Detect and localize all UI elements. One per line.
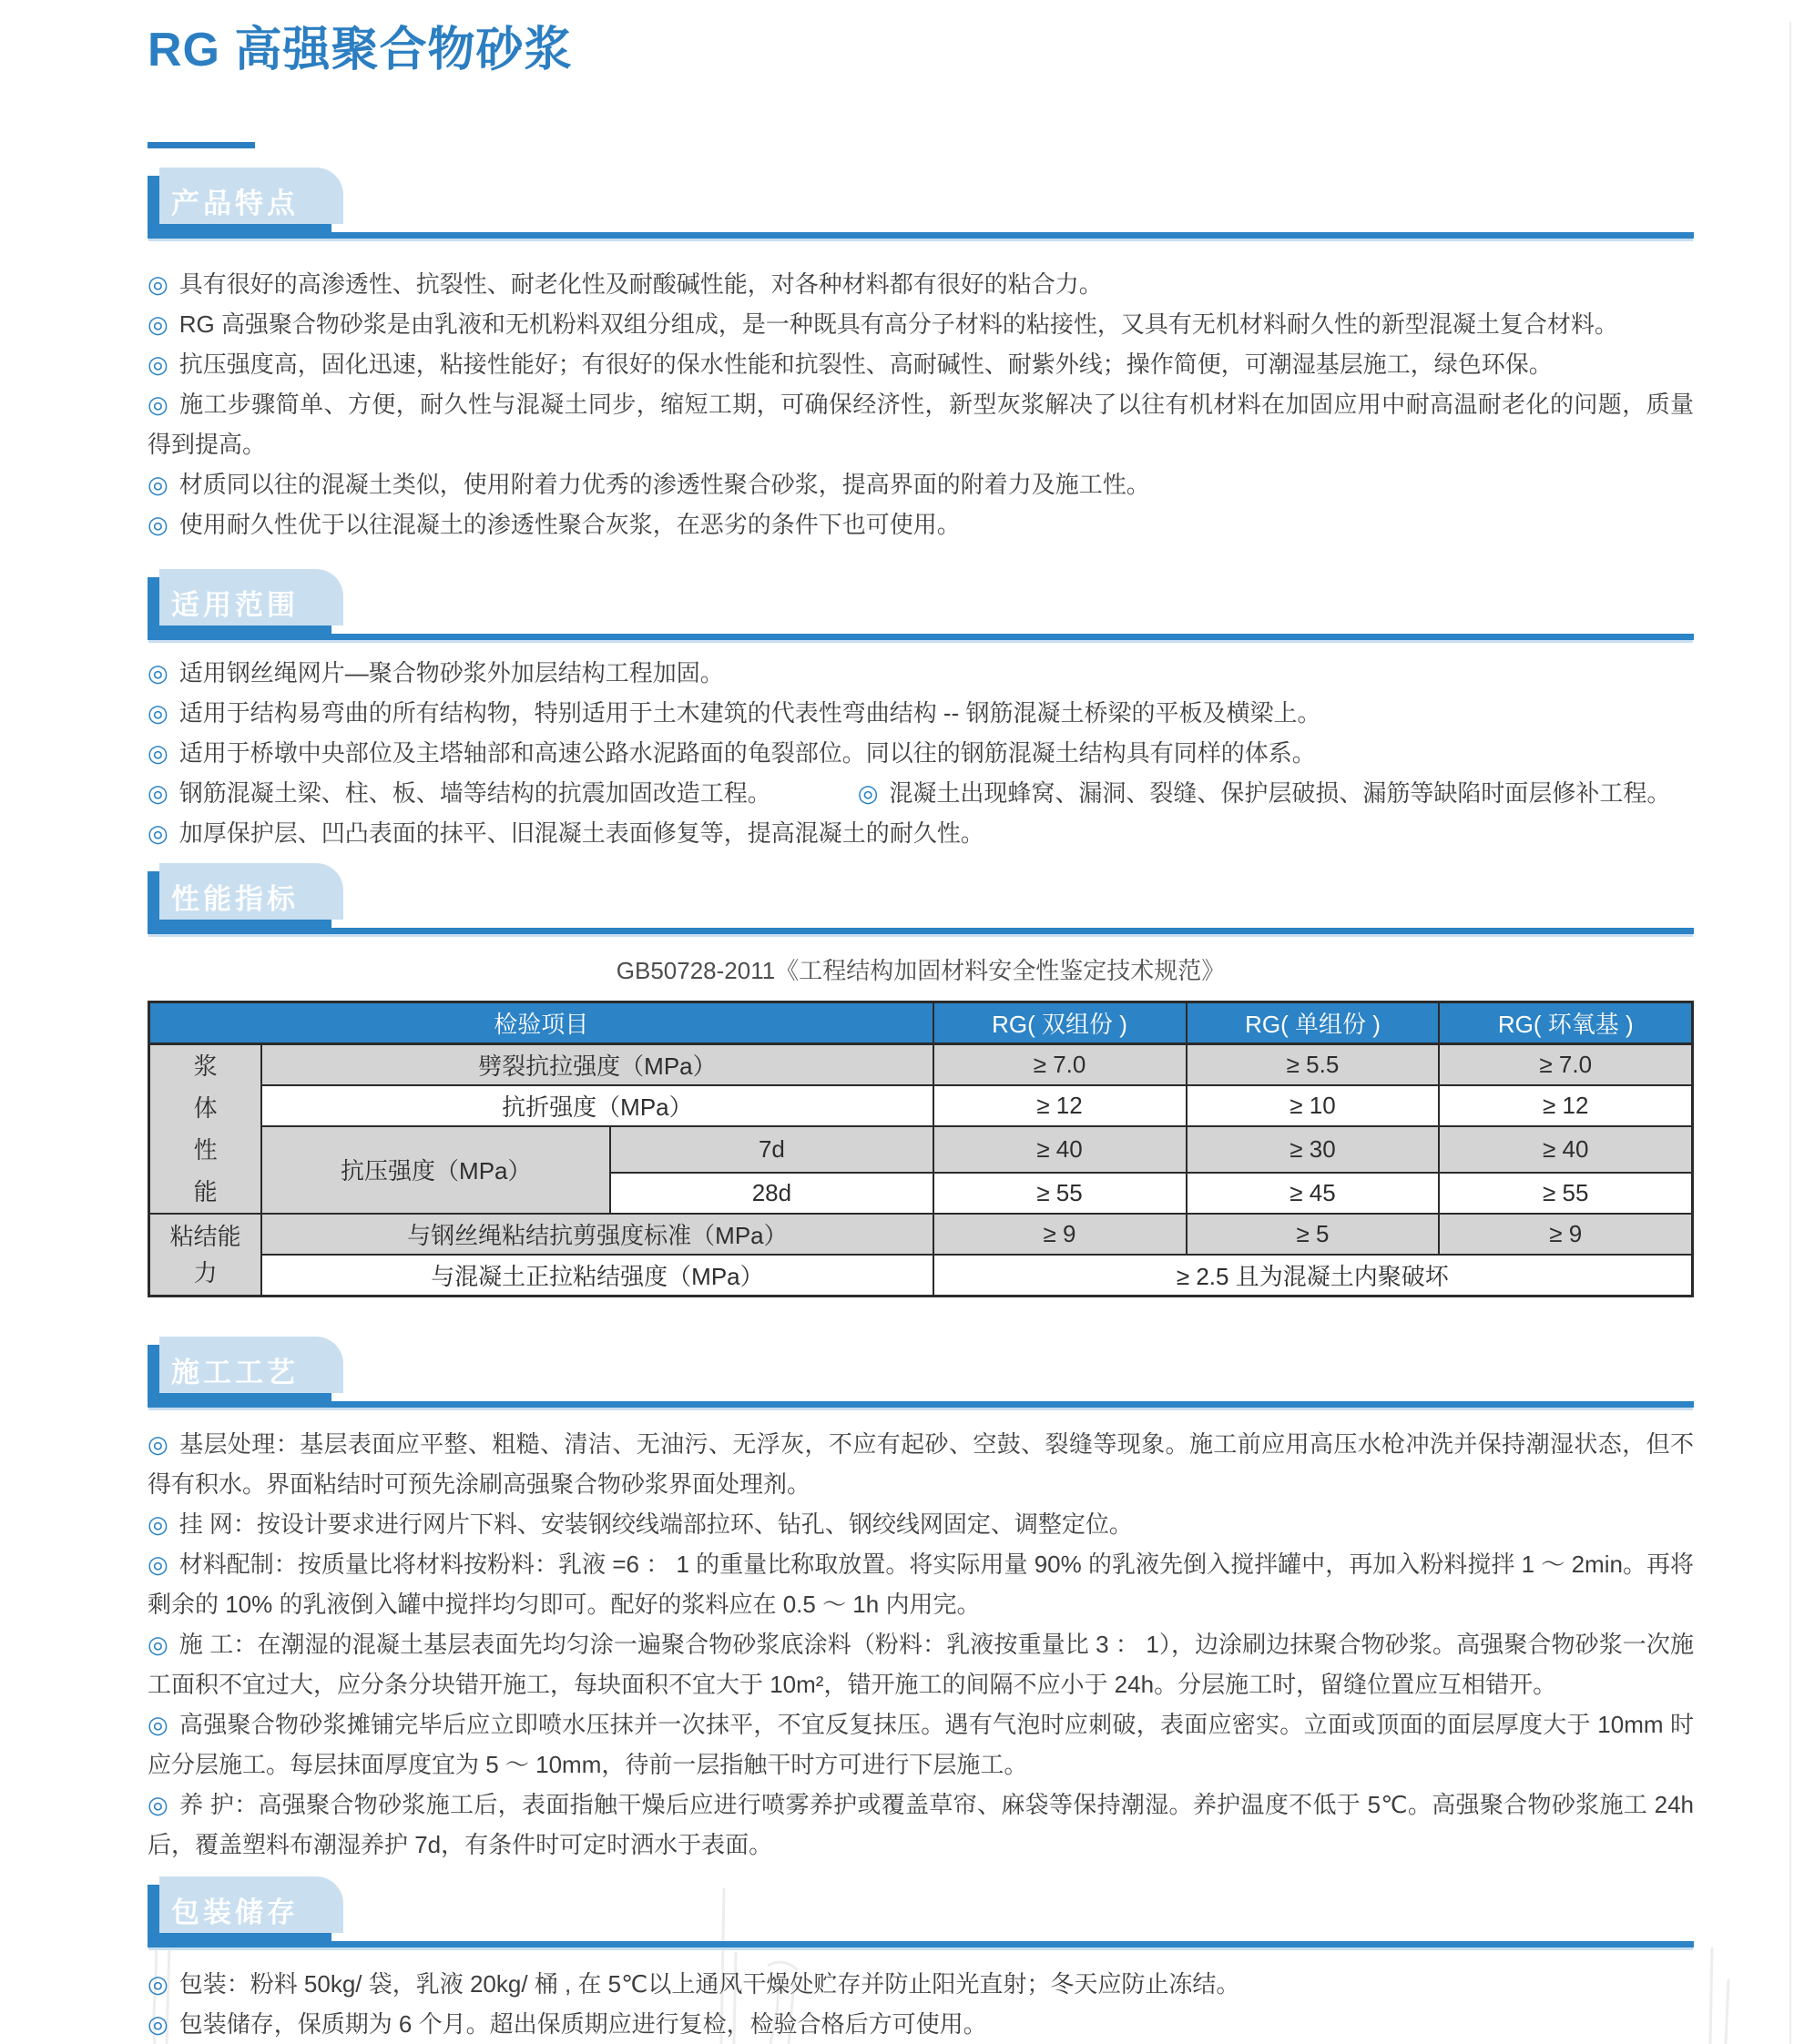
list-item bbox=[148, 1704, 1694, 1785]
list-item bbox=[148, 384, 1694, 464]
list-item bbox=[148, 1964, 1694, 2004]
list-item bbox=[148, 464, 1694, 504]
group-label: 浆体性能 bbox=[193, 1053, 218, 1205]
section-badge-scope: 适用范围 bbox=[148, 577, 331, 634]
list-item-text: 施工步骤简单、方便，耐久性与混凝土同步，缩短工期，可确保经济性，新型灰浆解决了以往有机材料在加固应用中耐高温耐老化的问题，质量得到提高。 bbox=[148, 391, 1694, 458]
page bbox=[0, 22, 1794, 2044]
bullet-icon: ◎ bbox=[148, 511, 168, 538]
section-features bbox=[148, 176, 1694, 544]
list-item bbox=[148, 2004, 1694, 2044]
value-cell: ≥ 5 bbox=[1187, 1214, 1440, 1255]
list-item-text: 养 护：高强聚合物砂浆施工后，表面指触干燥后应进行喷雾养护或覆盖草帘、麻袋等保持潮湿。养护温度不低于 5℃。高强聚合物砂浆施工 24h 后，覆盖塑料布潮湿养护 7d，有条件时可定时洒水于表面。 bbox=[148, 1790, 1695, 1858]
list-item bbox=[148, 1624, 1694, 1704]
performance-table bbox=[148, 1001, 1694, 1297]
list-item bbox=[148, 1424, 1694, 1504]
value-cell: ≥ 7.0 bbox=[1439, 1044, 1692, 1085]
value-cell: ≥ 12 bbox=[933, 1085, 1187, 1126]
section-header-rule bbox=[148, 1345, 1694, 1408]
subitem-cell: 28d bbox=[610, 1173, 933, 1214]
section-header-rule bbox=[148, 176, 1694, 239]
scope-list bbox=[148, 653, 1694, 853]
item-cell: 与混凝土正拉粘结强度（MPa） bbox=[261, 1255, 933, 1296]
value-cell: ≥ 55 bbox=[1439, 1173, 1692, 1214]
list-item bbox=[148, 813, 1694, 853]
value-cell: ≥ 55 bbox=[933, 1173, 1187, 1214]
list-item-text: 适用于桥墩中央部位及主塔轴部和高速公路水泥路面的龟裂部位。同以往的钢筋混凝土结构具有同样的体系。 bbox=[178, 739, 1316, 767]
list-item bbox=[148, 304, 1694, 344]
list-item-text: 施 工：在潮湿的混凝土基层表面先均匀涂一遍聚合物砂浆底涂料（粉料：乳液按重量比 3 ： 1），边涂刷边抹聚合物砂浆。高强聚合物砂浆一次施工面积不宜过大，应分条分块错开施工，每块面积不宜大于 10m²，错开施工的间隔不应小于 24h。分层施工时，留缝位置应互相错开。 bbox=[148, 1630, 1695, 1698]
section-badge-performance: 性能指标 bbox=[148, 871, 331, 928]
bullet-icon: ◎ bbox=[148, 1790, 169, 1818]
table-row bbox=[149, 1214, 1693, 1255]
value-cell: ≥ 5.5 bbox=[1187, 1044, 1440, 1085]
page-title: RG 高强聚合物砂浆 bbox=[148, 24, 573, 76]
list-item-text: 加厚保护层、凹凸表面的抹平、旧混凝土表面修复等，提高混凝土的耐久性。 bbox=[178, 819, 984, 847]
value-cell: ≥ 40 bbox=[933, 1126, 1187, 1174]
page-header bbox=[148, 22, 1694, 148]
item-cell: 抗折强度（MPa） bbox=[261, 1085, 933, 1126]
table-row bbox=[149, 1085, 1693, 1126]
list-item-text: 包装：粉料 50kg/ 袋，乳液 20kg/ 桶 , 在 5℃以上通风干燥处贮存并防止阳光直射；冬天应防止冻结。 bbox=[178, 1969, 1240, 1998]
value-cell-merged: ≥ 2.5 且为混凝土内聚破坏 bbox=[933, 1255, 1693, 1296]
list-item bbox=[148, 693, 1694, 733]
item-cell: 与钢丝绳粘结抗剪强度标准（MPa） bbox=[261, 1214, 933, 1255]
value-cell: ≥ 12 bbox=[1439, 1085, 1692, 1126]
section-header-rule bbox=[148, 871, 1694, 934]
bullet-icon: ◎ bbox=[148, 779, 168, 807]
bullet-icon: ◎ bbox=[148, 1510, 168, 1538]
list-item bbox=[148, 733, 1694, 773]
title-underline bbox=[148, 142, 255, 148]
table-row bbox=[149, 1255, 1693, 1296]
section-header-rule bbox=[148, 1885, 1694, 1947]
features-list bbox=[148, 264, 1694, 544]
list-item-text: 挂 网：按设计要求进行网片下料、安装钢绞线端部拉环、钻孔、钢绞线网固定、调整定位。 bbox=[178, 1510, 1133, 1538]
list-item-text: 适用钢丝绳网片—聚合物砂浆外加层结构工程加固。 bbox=[178, 659, 724, 686]
item-cell: 劈裂抗拉强度（MPa） bbox=[261, 1044, 933, 1085]
list-item-text: RG 高强聚合物砂浆是由乳液和无机粉料双组分组成，是一种既具有高分子材料的粘接性，又具有无机材料耐久性的新型混凝土复合材料。 bbox=[178, 310, 1618, 338]
list-item bbox=[148, 653, 1694, 693]
list-item-text: 基层处理：基层表面应平整、粗糙、清洁、无油污、无浮灰，不应有起砂、空鼓、裂缝等现象。施工前应用高压水枪冲洗并保持潮湿状态，但不得有积水。界面粘结时可预先涂刷高强聚合物砂浆界面处理剂。 bbox=[148, 1429, 1694, 1498]
bullet-icon: ◎ bbox=[148, 391, 169, 418]
group-cell-bond bbox=[149, 1214, 262, 1296]
value-cell: ≥ 9 bbox=[933, 1214, 1187, 1255]
group-cell-slurry bbox=[149, 1044, 262, 1215]
table-row bbox=[149, 1044, 1693, 1085]
item-cell-compressive: 抗压强度（MPa） bbox=[261, 1126, 610, 1215]
bullet-icon: ◎ bbox=[148, 1429, 169, 1458]
list-item-text: 使用耐久性优于以往混凝土的渗透性聚合灰浆，在恶劣的条件下也可使用。 bbox=[178, 511, 961, 538]
header-cell-item: 检验项目 bbox=[149, 1002, 933, 1044]
header-cell-rg-epoxy: RG( 环氧基 ) bbox=[1439, 1002, 1692, 1044]
bullet-icon: ◎ bbox=[148, 1969, 168, 1998]
process-list bbox=[148, 1424, 1694, 1865]
bullet-icon: ◎ bbox=[148, 270, 168, 298]
list-item-text: 混凝土出现蜂窝、漏洞、裂缝、保护层破损、漏筋等缺陷时面层修补工程。 bbox=[889, 779, 1671, 807]
section-badge-process: 施工工艺 bbox=[148, 1345, 331, 1401]
subitem-cell: 7d bbox=[610, 1126, 933, 1174]
section-scope bbox=[148, 577, 1694, 853]
bullet-icon: ◎ bbox=[148, 659, 168, 686]
list-item bbox=[148, 264, 1694, 304]
section-performance bbox=[148, 871, 1694, 1297]
section-header-rule bbox=[148, 577, 1694, 640]
bullet-icon: ◎ bbox=[148, 699, 168, 727]
header-cell-rg-two-part: RG( 双组份 ) bbox=[933, 1002, 1187, 1044]
list-item bbox=[148, 344, 1694, 384]
value-cell: ≥ 10 bbox=[1187, 1085, 1440, 1126]
list-item-text: 抗压强度高，固化迅速，粘接性能好；有很好的保水性能和抗裂性、高耐碱性、耐紫外线；操作简便，可潮湿基层施工，绿色环保。 bbox=[178, 351, 1553, 378]
value-cell: ≥ 45 bbox=[1187, 1173, 1440, 1214]
list-item bbox=[148, 1544, 1694, 1624]
section-badge-features: 产品特点 bbox=[148, 176, 331, 232]
section-badge-storage: 包装储存 bbox=[148, 1885, 331, 1941]
table-header-row bbox=[149, 1002, 1693, 1044]
bullet-icon: ◎ bbox=[148, 310, 168, 338]
list-item-text: 适用于结构易弯曲的所有结构物，特别适用于土木建筑的代表性弯曲结构 -- 钢筋混凝土桥梁的平板及横梁上。 bbox=[178, 699, 1321, 727]
bullet-icon: ◎ bbox=[857, 779, 879, 807]
list-item-text: 材料配制：按质量比将材料按粉料：乳液 =6 ： 1 的重量比称取放置。将实际用量 90% 的乳液先倒入搅拌罐中，再加入粉料搅拌 1 ～ 2min。再将剩余的 10% 的乳液倒入罐中搅拌均匀即可。配好的浆料应在 0.5 ～ 1h 内用完。 bbox=[148, 1550, 1694, 1618]
value-cell: ≥ 9 bbox=[1439, 1214, 1692, 1255]
list-item-text: 材质同以往的混凝土类似，使用附着力优秀的渗透性聚合砂浆，提高界面的附着力及施工性。 bbox=[178, 471, 1150, 498]
bullet-icon: ◎ bbox=[148, 1630, 168, 1658]
bullet-icon: ◎ bbox=[148, 1550, 168, 1578]
list-item-text: 钢筋混凝土梁、柱、板、墙等结构的抗震加固改造工程。 bbox=[178, 779, 771, 807]
table-caption: GB50728-2011《工程结构加固材料安全性鉴定技术规范》 bbox=[616, 957, 1226, 984]
list-item-text: 包装储存，保质期为 6 个月。超出保质期应进行复检，检验合格后方可使用。 bbox=[178, 2009, 987, 2038]
value-cell: ≥ 40 bbox=[1439, 1126, 1692, 1174]
list-item-text: 具有很好的高渗透性、抗裂性、耐老化性及耐酸碱性能，对各种材料都有很好的粘合力。 bbox=[178, 270, 1103, 298]
bullet-icon: ◎ bbox=[148, 471, 168, 498]
table-row bbox=[149, 1126, 1693, 1174]
header-cell-rg-one-part: RG( 单组份 ) bbox=[1187, 1002, 1440, 1044]
section-storage bbox=[148, 1885, 1694, 2044]
list-item bbox=[148, 1504, 1694, 1544]
list-item-text: 高强聚合物砂浆摊铺完毕后应立即喷水压抹并一次抹平，不宜反复抹压。遇有气泡时应刺破，表面应密实。立面或顶面的面层厚度大于 10mm 时应分层施工。每层抹面厚度宜为 5 ～ 10mm，待前一层指触干时方可进行下层施工。 bbox=[148, 1710, 1695, 1778]
bullet-icon: ◎ bbox=[148, 1710, 168, 1738]
storage-list bbox=[148, 1964, 1694, 2044]
bullet-icon: ◎ bbox=[148, 2009, 168, 2038]
bullet-icon: ◎ bbox=[148, 739, 168, 767]
bullet-icon: ◎ bbox=[148, 351, 168, 378]
list-item bbox=[148, 1785, 1694, 1865]
list-item bbox=[148, 773, 1694, 813]
value-cell: ≥ 30 bbox=[1187, 1126, 1440, 1174]
section-process bbox=[148, 1345, 1694, 1865]
list-item bbox=[148, 504, 1694, 544]
bullet-icon: ◎ bbox=[148, 819, 168, 847]
group-label: 粘结能力 bbox=[169, 1222, 241, 1286]
value-cell: ≥ 7.0 bbox=[933, 1044, 1187, 1085]
